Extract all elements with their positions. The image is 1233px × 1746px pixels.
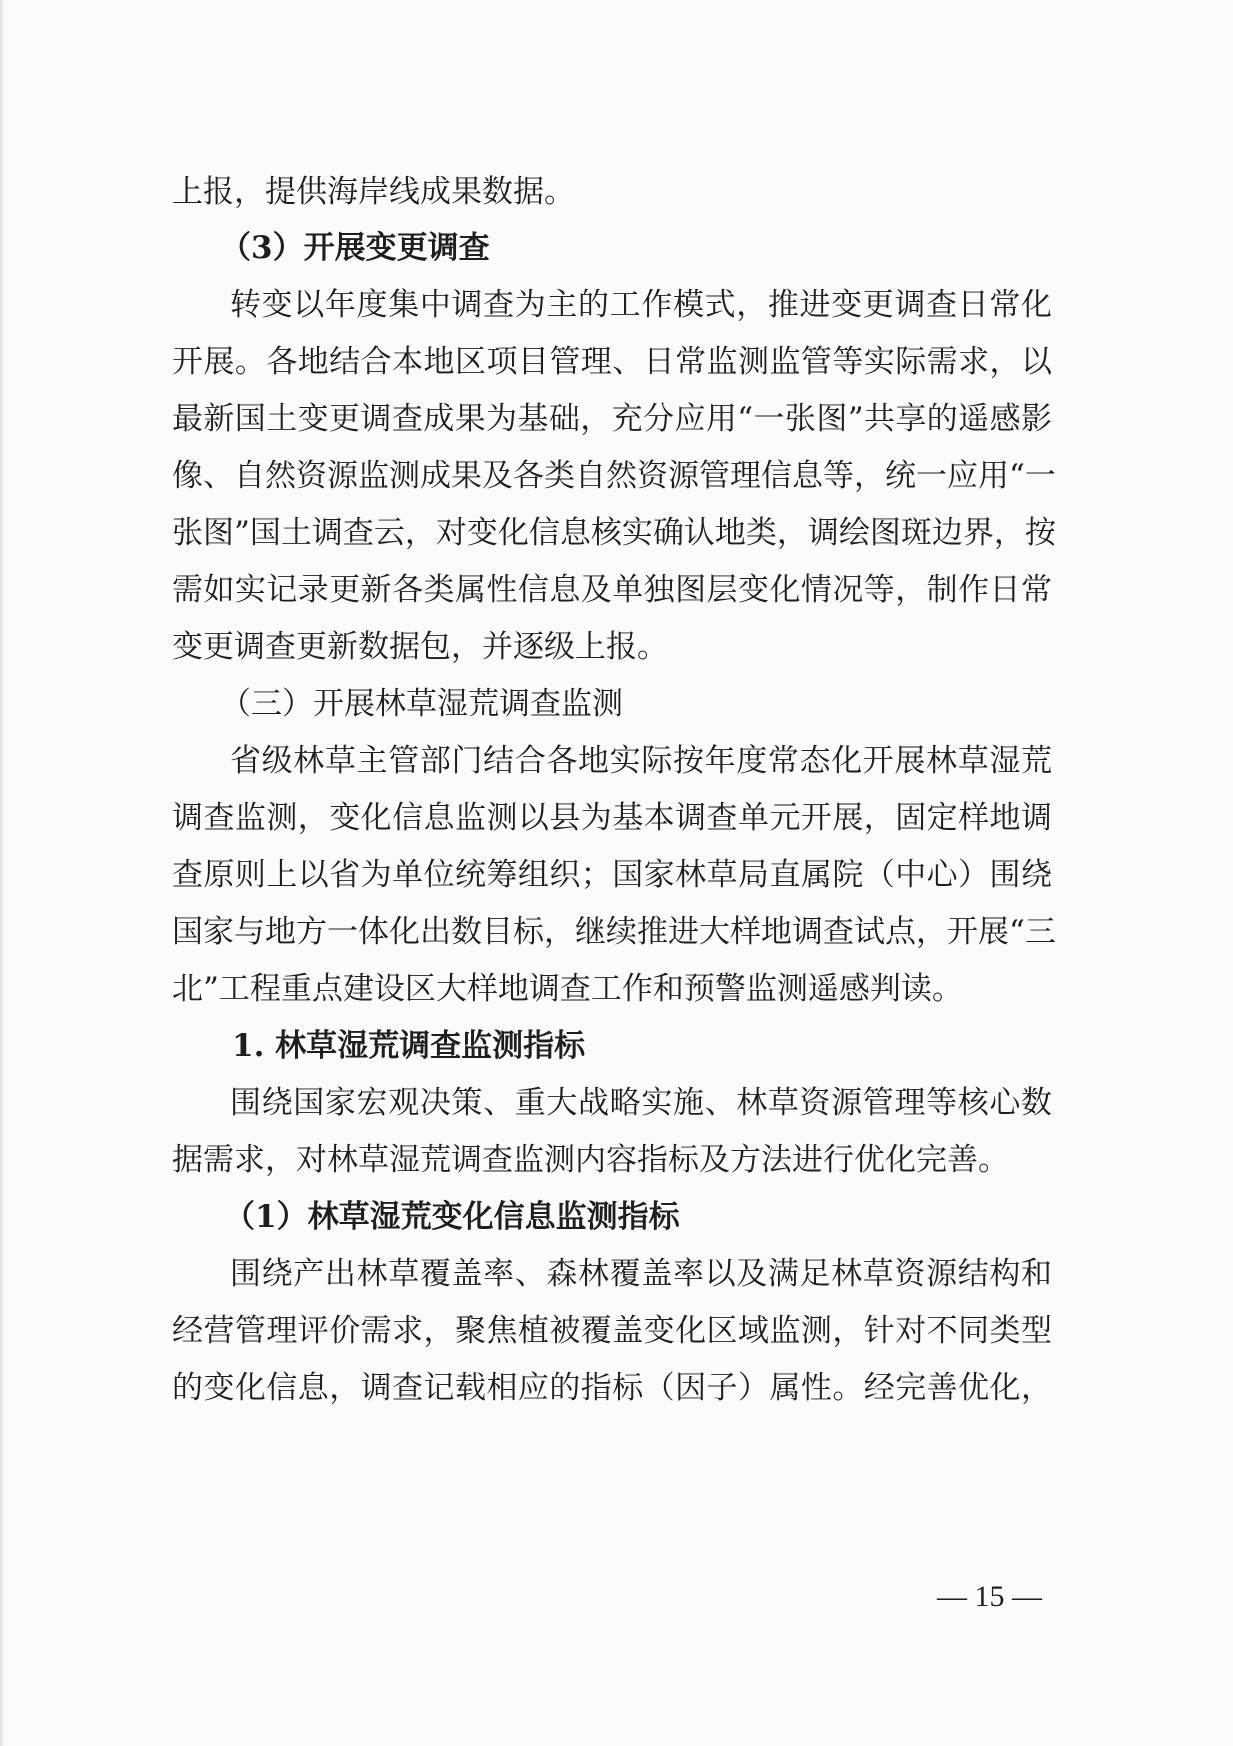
paragraph-line: 变更调查更新数据包，并逐级上报。 [172, 629, 668, 665]
paragraph-line: 像、自然资源监测成果及各类自然资源管理信息等，统一应用“一 [172, 458, 1056, 494]
paragraph-line: 国家与地方一体化出数目标，继续推进大样地调查试点，开展“三 [172, 914, 1056, 950]
paragraph-line: 上报，提供海岸线成果数据。 [172, 174, 575, 210]
paragraph-line: 据需求，对林草湿荒调查监测内容指标及方法进行优化完善。 [172, 1142, 1009, 1178]
paragraph-line: 北”工程重点建设区大样地调查工作和预警监测遥感判读。 [172, 971, 963, 1007]
paragraph-line: 围绕国家宏观决策、重大战略实施、林草资源管理等核心数 [230, 1085, 1052, 1121]
paragraph-line: 张图”国土调查云，对变化信息核实确认地类，调绘图斑边界，按 [172, 515, 1056, 551]
paragraph-line: 调查监测，变化信息监测以县为基本调查单元开展，固定样地调 [172, 800, 1052, 836]
paragraph-line: 需如实记录更新各类属性信息及单独图层变化情况等，制作日常 [172, 572, 1052, 608]
paragraph-line: 查原则上以省为单位统筹组织；国家林草局直属院（中心）围绕 [172, 857, 1052, 893]
item-heading-1: 1. 林草湿荒调查监测指标 [232, 1028, 586, 1064]
paragraph-line: 的变化信息，调查记载相应的指标（因子）属性。经完善优化， [172, 1370, 1052, 1406]
scan-edge [0, 0, 3, 1746]
paragraph-line: 开展。各地结合本地区项目管理、日常监测监管等实际需求，以 [172, 344, 1052, 380]
page-number: — 15 — [937, 1580, 1042, 1613]
paragraph-line: 省级林草主管部门结合各地实际按年度常态化开展林草湿荒 [230, 743, 1052, 779]
subitem-heading-1: （1）林草湿荒变化信息监测指标 [224, 1199, 680, 1235]
subsection-heading-3: （3）开展变更调查 [220, 230, 490, 266]
paragraph-line: 围绕产出林草覆盖率、森林覆盖率以及满足林草资源结构和 [230, 1256, 1052, 1292]
section-heading-3: （三）开展林草湿荒调查监测 [220, 686, 623, 722]
paragraph-line: 经营管理评价需求，聚焦植被覆盖变化区域监测，针对不同类型 [172, 1313, 1052, 1349]
paragraph-line: 转变以年度集中调查为主的工作模式，推进变更调查日常化 [230, 287, 1052, 323]
paragraph-line: 最新国土变更调查成果为基础，充分应用“一张图”共享的遥感影 [172, 401, 1052, 437]
